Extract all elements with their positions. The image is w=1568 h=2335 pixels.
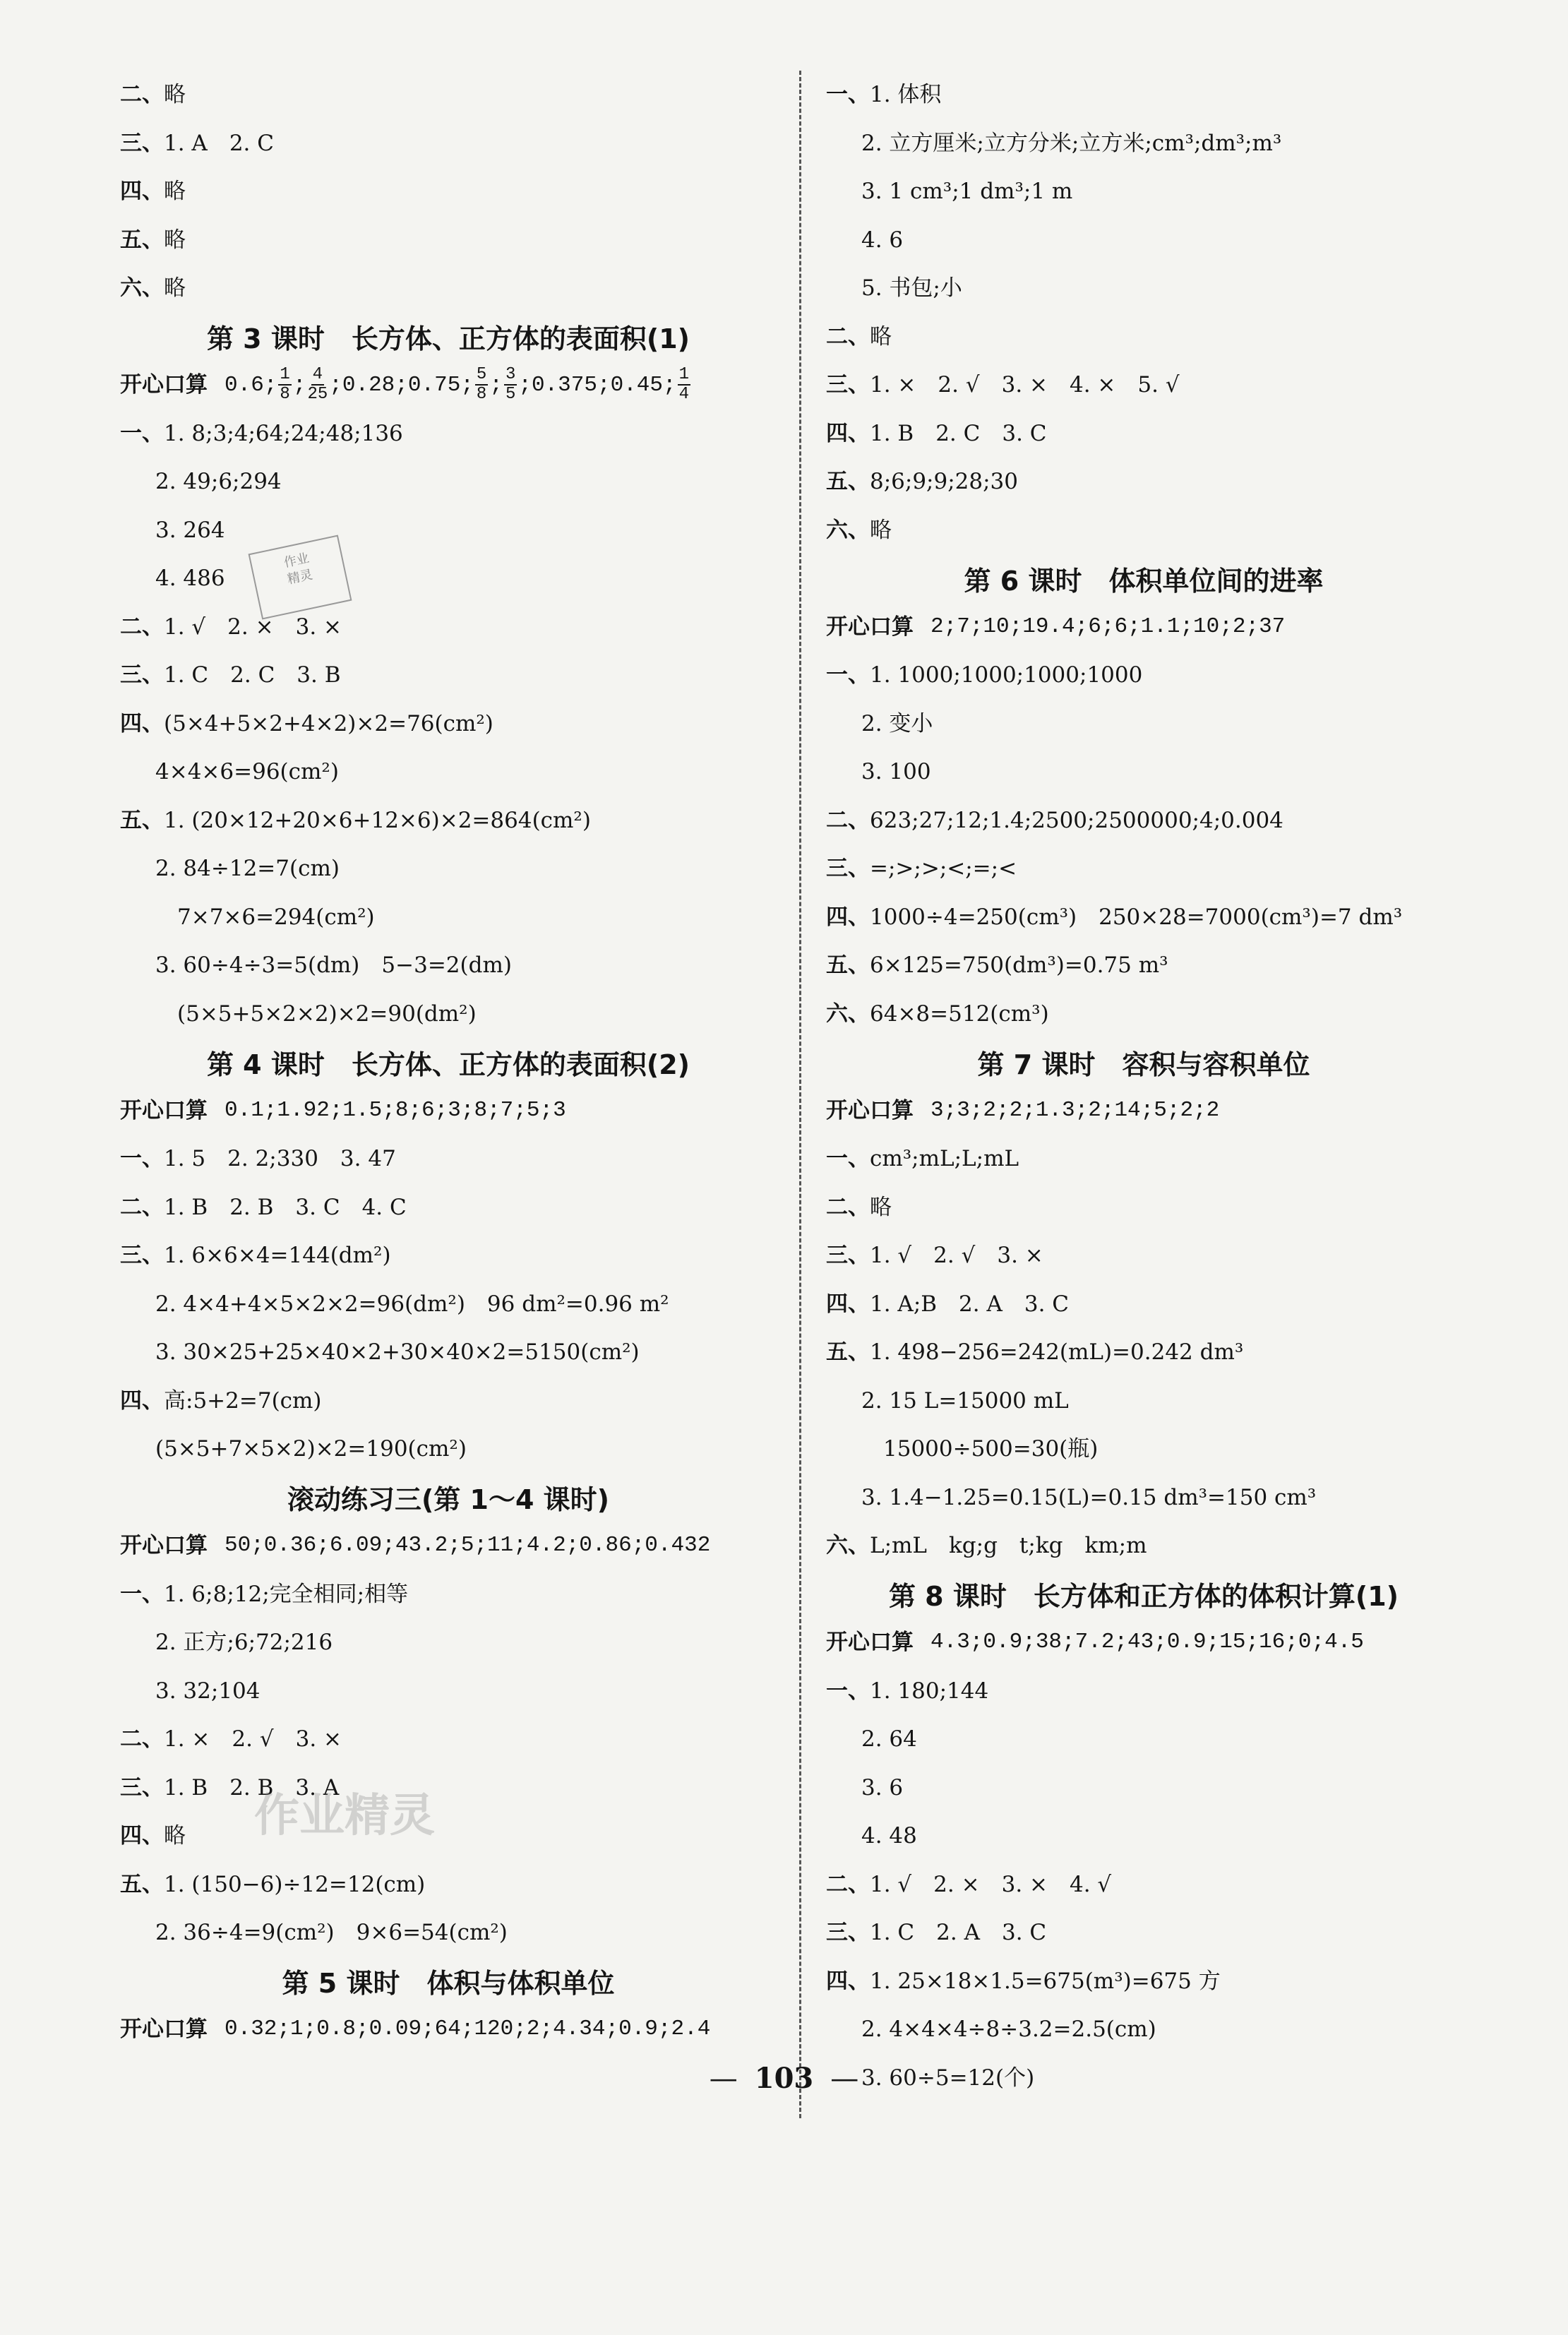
answer-label: 五、 <box>120 807 164 833</box>
answer-label: 三、 <box>826 1243 870 1269</box>
answer-label: 一、 <box>120 420 164 446</box>
answer-line <box>826 410 1461 458</box>
answer-line <box>826 458 1461 506</box>
answer-line <box>120 941 777 990</box>
answer-label: 四、 <box>120 179 164 205</box>
column-divider <box>799 71 801 2118</box>
answer-text: 4. 6 <box>861 227 904 253</box>
answer-label: 四、 <box>120 710 164 736</box>
right-column <box>826 71 1461 2102</box>
answer-text: 高:5+2=7(cm) <box>164 1387 322 1414</box>
answer-line <box>120 216 777 265</box>
answer-text: 2;7;10;19.4;6;6;1.1;10;2;37 <box>930 614 1286 639</box>
answer-label: 开心口算 <box>826 1097 914 1123</box>
answer-label: 四、 <box>826 1968 870 1994</box>
answer-line <box>826 2005 1461 2054</box>
answer-text: 4×4×6=96(cm²) <box>155 759 339 785</box>
answer-line <box>120 71 777 119</box>
answer-text: 1. √ 2. × 3. × <box>164 614 342 640</box>
answer-text: 1. × 2. √ 3. × <box>164 1726 342 1752</box>
answer-line <box>120 796 777 845</box>
answer-text: L;mL kg;g t;kg km;m <box>870 1533 1147 1559</box>
fraction: $\frac{1}{8}$ <box>280 365 290 405</box>
answer-text: 1. 180;144 <box>870 1678 989 1704</box>
answer-text: 1. 6;8;12;完全相同;相等 <box>164 1581 409 1607</box>
answer-text: 2. 64 <box>861 1726 917 1752</box>
answer-text: 1. √ 2. √ 3. × <box>870 1243 1043 1269</box>
answer-label: 三、 <box>826 372 870 398</box>
answer-text: 3. 100 <box>861 759 931 785</box>
answer-text: 1. 8;3;4;64;24;48;136 <box>164 420 403 446</box>
answer-line <box>826 1231 1461 1280</box>
answer-line <box>120 1328 777 1377</box>
answer-text: 2. 36÷4=9(cm²) 9×6=54(cm²) <box>155 1920 508 1946</box>
answer-line <box>120 893 777 942</box>
section-heading: 滚动练习三(第 1～4 课时) <box>287 1484 610 1516</box>
answer-label: 一、 <box>120 1581 164 1607</box>
answer-line <box>120 506 777 555</box>
answer-line <box>826 1861 1461 1909</box>
answer-label: 二、 <box>120 614 164 640</box>
answer-text: 50;0.36;6.09;43.2;5;11;4.2;0.86;0.432 <box>225 1533 711 1558</box>
answer-text: 1. 1000;1000;1000;1000 <box>870 662 1143 688</box>
answer-line <box>826 893 1461 942</box>
answer-label: 二、 <box>826 1194 870 1220</box>
answer-text: 0.32;1;0.8;0.09;64;120;2;4.34;0.9;2.4 <box>225 2017 711 2042</box>
mental-math-line <box>826 1618 1461 1667</box>
answer-line <box>826 119 1461 168</box>
answer-line <box>120 167 777 216</box>
answer-text: 2. 84÷12=7(cm) <box>155 856 340 882</box>
answer-line <box>826 1764 1461 1813</box>
answer-label: 二、 <box>120 82 164 108</box>
fraction: $\frac{5}{8}$ <box>476 365 487 405</box>
answer-text: 7×7×6=294(cm²) <box>155 904 375 930</box>
answer-line <box>120 1909 777 1957</box>
answer-text: 1. × 2. √ 3. × 4. × 5. √ <box>870 372 1180 398</box>
answer-label: 开心口算 <box>120 1533 208 1559</box>
answer-line <box>826 1328 1461 1377</box>
answer-text: 2. 立方厘米;立方分米;立方米;cm³;dm³;m³ <box>861 130 1282 156</box>
answer-line <box>826 1715 1461 1764</box>
answer-label: 三、 <box>826 856 870 882</box>
answer-text: (5×5+5×2×2)×2=90(dm²) <box>155 1001 477 1027</box>
answer-text: 1. 25×18×1.5=675(m³)=675 方 <box>870 1968 1221 1994</box>
answer-line <box>826 71 1461 119</box>
answer-label: 五、 <box>826 952 870 979</box>
answer-text: 3. 60÷4÷3=5(dm) 5−3=2(dm) <box>155 952 512 979</box>
answer-text: 3. 1.4−1.25=0.15(L)=0.15 dm³=150 cm³ <box>861 1484 1317 1510</box>
answer-line <box>120 990 777 1039</box>
answer-text: 3. 6 <box>861 1774 904 1800</box>
answer-text: 2. 4×4×4÷8÷3.2=2.5(cm) <box>861 2017 1156 2043</box>
answer-line <box>120 1135 777 1183</box>
answer-text: 4. 48 <box>861 1823 917 1849</box>
answer-line <box>120 844 777 893</box>
answer-line <box>826 1280 1461 1329</box>
answer-text: 1. C 2. A 3. C <box>870 1920 1047 1946</box>
answer-text: 1. (20×12+20×6+12×6)×2=864(cm²) <box>164 807 591 833</box>
answer-label: 四、 <box>826 420 870 446</box>
answer-label: 六、 <box>826 517 870 543</box>
answer-line <box>120 1618 777 1667</box>
answer-label: 一、 <box>826 662 870 688</box>
mental-math-line <box>120 1087 777 1135</box>
answer-label: 五、 <box>120 227 164 253</box>
answer-line <box>120 1425 777 1474</box>
answer-line <box>120 1280 777 1329</box>
fraction: $\frac{3}{5}$ <box>505 365 516 405</box>
answer-label: 六、 <box>826 1001 870 1027</box>
answer-text: 1. 498−256=242(mL)=0.242 dm³ <box>870 1339 1244 1366</box>
answer-line <box>826 216 1461 265</box>
answer-text: 3. 60÷5=12(个) <box>861 2065 1035 2091</box>
answer-label: 四、 <box>826 1291 870 1317</box>
answer-text: 略 <box>870 517 892 543</box>
answer-line <box>826 796 1461 845</box>
answer-label: 开心口算 <box>120 1097 208 1123</box>
answer-text: 3. 1 cm³;1 dm³;1 m <box>861 179 1073 205</box>
answer-line <box>826 700 1461 748</box>
answer-line <box>826 1957 1461 2006</box>
answer-line <box>120 554 777 603</box>
answer-label: 二、 <box>120 1726 164 1752</box>
answer-label: 三、 <box>120 1243 164 1269</box>
answer-line <box>120 1764 777 1813</box>
answer-label: 四、 <box>120 1387 164 1414</box>
answer-label: 四、 <box>826 904 870 930</box>
answer-label: 一、 <box>826 82 870 108</box>
answer-line <box>826 1135 1461 1183</box>
answer-line <box>826 1474 1461 1522</box>
answer-line <box>826 1909 1461 1957</box>
fraction: $\frac{1}{4}$ <box>678 365 690 405</box>
answer-label: 开心口算 <box>120 372 208 398</box>
section-heading: 第 6 课时 体积单位间的进率 <box>964 565 1324 597</box>
answer-label: 开心口算 <box>826 1630 914 1656</box>
answer-line <box>826 167 1461 216</box>
answer-text: 略 <box>164 227 186 253</box>
answer-text: 1. 5 2. 2;330 3. 47 <box>164 1146 396 1172</box>
answer-text: 1. B 2. C 3. C <box>870 420 1047 446</box>
answer-label: 五、 <box>120 1871 164 1897</box>
answer-text: 3. 30×25+25×40×2+30×40×2=5150(cm²) <box>155 1339 640 1366</box>
answer-line <box>826 1812 1461 1861</box>
answer-label: 一、 <box>826 1678 870 1704</box>
answer-label: 四、 <box>120 1823 164 1849</box>
answer-text: 1. √ 2. × 3. × 4. √ <box>870 1871 1112 1897</box>
answer-label: 一、 <box>120 1146 164 1172</box>
answer-text: 1. 体积 <box>870 82 942 108</box>
answer-line <box>120 1183 777 1232</box>
answer-text: 4. 486 <box>155 566 225 592</box>
answer-text: 略 <box>870 1194 892 1220</box>
answer-text: 4.3;0.9;38;7.2;43;0.9;15;16;0;4.5 <box>930 1630 1364 1655</box>
answer-line <box>120 651 777 700</box>
answer-label: 三、 <box>120 1774 164 1800</box>
answer-label: 三、 <box>826 1920 870 1946</box>
answer-text: 1. B 2. B 3. A <box>164 1774 340 1800</box>
answer-label: 二、 <box>826 1871 870 1897</box>
answer-line <box>826 1522 1461 1570</box>
answer-text: 1. (150−6)÷12=12(cm) <box>164 1871 426 1897</box>
page-footer: — 103 — <box>709 2062 859 2095</box>
answer-text: 2. 15 L=15000 mL <box>861 1387 1069 1414</box>
answer-text: 15000÷500=30(瓶) <box>861 1436 1099 1462</box>
answer-text: =;>;>;<;=;< <box>870 856 1017 882</box>
answer-label: 一、 <box>826 1146 870 1172</box>
mental-math-line <box>826 1087 1461 1135</box>
answer-line <box>826 651 1461 700</box>
fraction: $\frac{4}{25}$ <box>307 365 328 405</box>
answer-line <box>120 748 777 796</box>
answer-text: 8;6;9;9;28;30 <box>870 469 1019 495</box>
section-heading: 第 3 课时 长方体、正方体的表面积(1) <box>206 323 690 355</box>
answer-text: 2. 变小 <box>861 710 933 736</box>
answer-text: 0.1;1.92;1.5;8;6;3;8;7;5;3 <box>225 1097 566 1123</box>
answer-text: 2. 49;6;294 <box>155 469 282 495</box>
answer-line <box>826 506 1461 555</box>
answer-text: 6×125=750(dm³)=0.75 m³ <box>870 952 1168 979</box>
answer-line <box>120 1812 777 1861</box>
answer-label: 开心口算 <box>120 2017 208 2043</box>
answer-line <box>120 1861 777 1909</box>
answer-text: cm³;mL;L;mL <box>870 1146 1019 1172</box>
answer-label: 二、 <box>826 323 870 350</box>
answer-text: 5. 书包;小 <box>861 275 962 301</box>
answer-text: 3. 264 <box>155 517 225 543</box>
stamp-logo: 作业 精灵 <box>249 535 352 620</box>
answer-label: 三、 <box>120 130 164 156</box>
answer-text: 623;27;12;1.4;2500;2500000;4;0.004 <box>870 807 1283 833</box>
answer-text: 64×8=512(cm³) <box>870 1001 1049 1027</box>
answer-text: 2. 4×4+4×5×2×2=96(dm²) 96 dm²=0.96 m² <box>155 1291 669 1317</box>
section-heading: 第 5 课时 体积与体积单位 <box>282 1968 615 2000</box>
answer-line <box>826 1377 1461 1426</box>
answer-line <box>120 700 777 748</box>
answer-label: 开心口算 <box>826 614 914 640</box>
answer-text: 略 <box>164 82 186 108</box>
answer-line <box>826 1183 1461 1232</box>
answer-line <box>120 603 777 652</box>
answer-line <box>826 313 1461 362</box>
answer-text: 略 <box>164 275 186 301</box>
answer-text: 1. C 2. C 3. B <box>164 662 341 688</box>
section-heading: 第 4 课时 长方体、正方体的表面积(2) <box>206 1049 690 1080</box>
answer-label: 五、 <box>826 469 870 495</box>
answer-line <box>120 1377 777 1426</box>
answer-line <box>826 748 1461 796</box>
mental-math-line <box>120 361 777 410</box>
answer-text: 略 <box>164 179 186 205</box>
answer-text: 0.6; $\frac{1}{8}$ ; $\frac{4}{25}$ ;0.28;0.75; $\frac{5}{8}$ ; $\frac{3}{5}$ ;0.375;0.45; $\frac{1}{4}$ <box>225 365 690 405</box>
answer-text: 1000÷4=250(cm³) 250×28=7000(cm³)=7 dm³ <box>870 904 1403 930</box>
mental-math-line <box>120 1522 777 1570</box>
answer-text: 1. A;B 2. A 3. C <box>870 1291 1070 1317</box>
answer-label: 六、 <box>120 275 164 301</box>
answer-line <box>826 1425 1461 1474</box>
answer-line <box>120 1231 777 1280</box>
answer-line <box>826 941 1461 990</box>
mental-math-line <box>120 2005 777 2054</box>
answer-line <box>120 119 777 168</box>
answer-line <box>120 458 777 506</box>
section-heading: 第 7 课时 容积与容积单位 <box>977 1049 1310 1080</box>
answer-text: 3;3;2;2;1.3;2;14;5;2;2 <box>930 1097 1220 1123</box>
answer-label: 五、 <box>826 1339 870 1366</box>
watermark: 作业精灵 <box>254 1790 435 1842</box>
answer-line <box>826 844 1461 893</box>
answer-text: (5×4+5×2+4×2)×2=76(cm²) <box>164 710 493 736</box>
answer-text: 略 <box>164 1823 186 1849</box>
answer-line <box>826 1667 1461 1716</box>
answer-line <box>826 361 1461 410</box>
section-heading: 第 8 课时 长方体和正方体的体积计算(1) <box>888 1581 1399 1613</box>
answer-line <box>120 264 777 313</box>
answer-text: 1. A 2. C <box>164 130 274 156</box>
answer-line <box>120 410 777 458</box>
left-column <box>120 71 777 2054</box>
answer-text: (5×5+7×5×2)×2=190(cm²) <box>155 1436 467 1462</box>
answer-text: 1. 6×6×4=144(dm²) <box>164 1243 391 1269</box>
answer-line <box>120 1667 777 1716</box>
answer-text: 2. 正方;6;72;216 <box>155 1630 333 1656</box>
answer-text: 1. B 2. B 3. C 4. C <box>164 1194 407 1220</box>
answer-line <box>120 1715 777 1764</box>
answer-line <box>826 990 1461 1039</box>
answer-line <box>120 1570 777 1619</box>
answer-label: 六、 <box>826 1533 870 1559</box>
answer-text: 略 <box>870 323 892 350</box>
answer-label: 三、 <box>120 662 164 688</box>
answer-label: 二、 <box>120 1194 164 1220</box>
page-number: 103 <box>754 2062 814 2095</box>
answer-line <box>826 264 1461 313</box>
answer-text: 3. 32;104 <box>155 1678 261 1704</box>
mental-math-line <box>826 603 1461 652</box>
answer-label: 二、 <box>826 807 870 833</box>
